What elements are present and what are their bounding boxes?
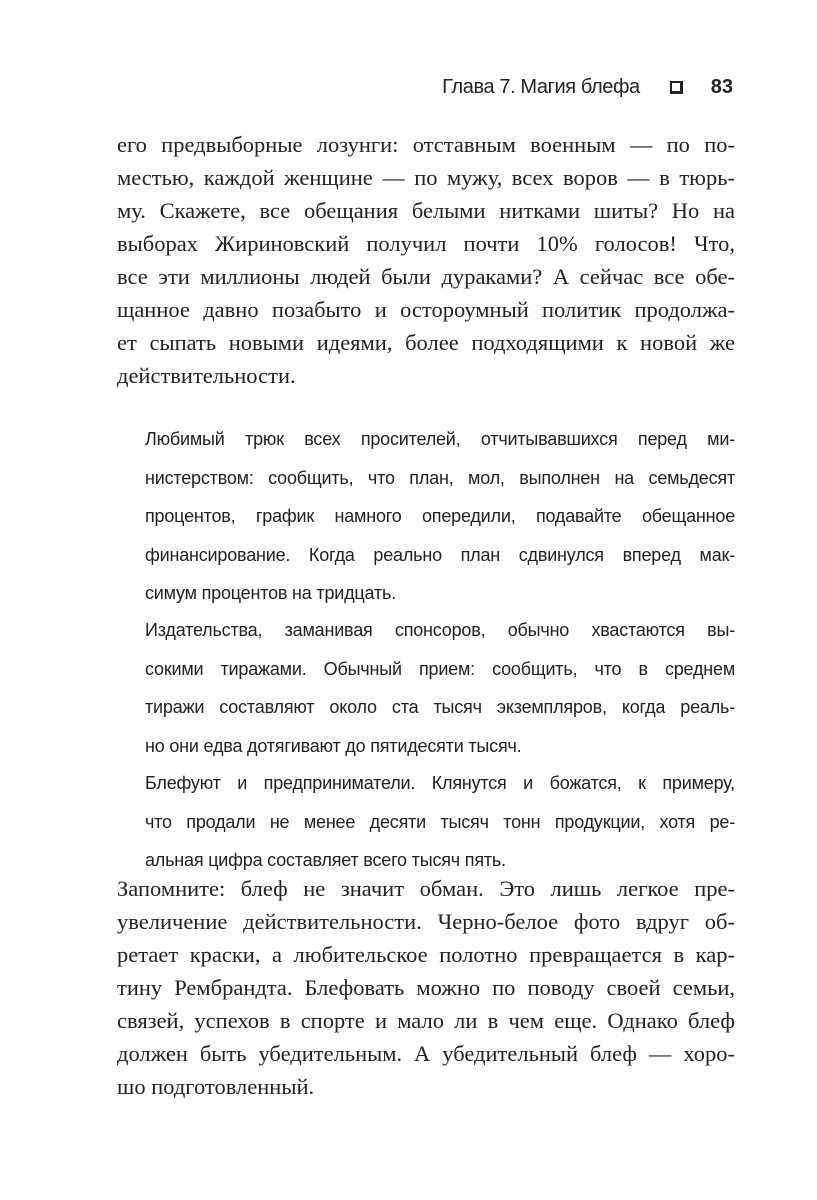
text-line: связей, успехов в спорте и мало ли в чем еще. Однако блеф <box>117 1008 735 1033</box>
text-line: процентов, график намного опередили, подавайте обещанное <box>145 506 735 526</box>
text-line: ретает краски, а любительское полотно превращается в кар- <box>117 942 735 967</box>
text-line: его предвыборные лозунги: отставным военным — по по- <box>117 132 735 157</box>
running-header <box>442 76 733 99</box>
text-line: тиражи составляют около ста тысяч экземпляров, когда реаль- <box>145 697 735 717</box>
text-line: выборах Жириновский получил почти 10% голосов! Что, <box>117 231 735 256</box>
text-line: действительности. <box>117 363 296 388</box>
text-line: Запомните: блеф не значит обман. Это лишь легкое пре- <box>117 876 735 901</box>
square-bullet-icon <box>670 81 683 94</box>
chapter-title: Глава 7. Магия блефа <box>442 76 640 98</box>
text-line: ет сыпать новыми идеями, более подходящими к новой же <box>117 330 735 355</box>
body-paragraph-1 <box>117 128 735 392</box>
text-line: нистерством: сообщить, что план, мол, выполнен на семьдесят <box>145 467 735 488</box>
text-line: все эти миллионы людей были дураками? А сейчас все обе- <box>117 264 735 289</box>
text-line: симум процентов на тридцать. <box>145 583 396 603</box>
text-line: финансирование. Когда реально план сдвинулся вперед мак- <box>145 544 735 565</box>
text-line: Блефуют и предприниматели. Клянутся и божатся, к примеру, <box>145 773 735 793</box>
example-paragraph-3 <box>145 764 735 880</box>
example-paragraph-1 <box>145 420 735 613</box>
text-line: тину Рембрандта. Блефовать можно по поводу своей семьи, <box>117 975 735 1000</box>
text-line: му. Скажете, все обещания белыми нитками шиты? Но на <box>117 198 735 223</box>
text-line: должен быть убедительным. А убедительный блеф — хоро- <box>117 1041 735 1066</box>
text-line: увеличение действительности. Черно-белое фото вдруг об- <box>117 909 735 934</box>
text-line: Издательства, заманивая спонсоров, обычно хвастаются вы- <box>145 620 735 640</box>
text-line: шо подготовленный. <box>117 1074 315 1099</box>
text-line: что продали не менее десяти тысяч тонн продукции, хотя ре- <box>145 811 735 832</box>
text-line: альная цифра составляет всего тысяч пять. <box>145 850 506 870</box>
text-line: Любимый трюк всех просителей, отчитывавшихся перед ми- <box>145 429 735 449</box>
text-line: но они едва дотягивают до пятидесяти тысяч. <box>145 735 522 756</box>
body-paragraph-2 <box>117 872 735 1103</box>
text-line: местью, каждой женщине — по мужу, всех воров — в тюрь- <box>117 165 735 190</box>
text-line: сокими тиражами. Обычный прием: сообщить, что в среднем <box>145 658 735 679</box>
text-line: щанное давно позабыто и остороумный политик продолжа- <box>117 297 735 322</box>
example-paragraph-2 <box>145 611 735 765</box>
page-number: 83 <box>710 76 733 98</box>
